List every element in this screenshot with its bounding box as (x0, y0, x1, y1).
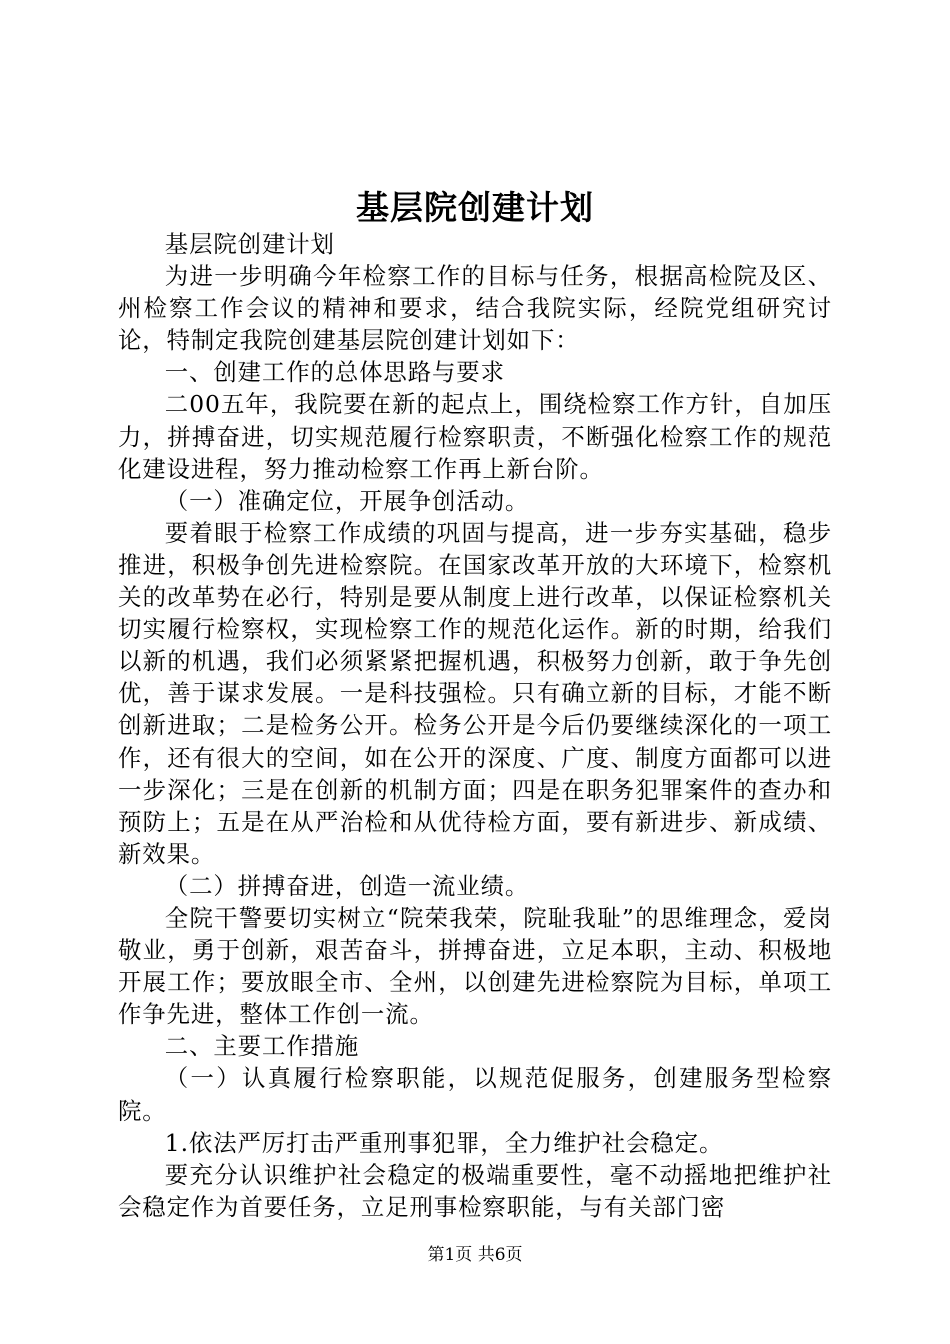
paragraph: 全院干警要切实树立“院荣我荣，院耻我耻”的思维理念，爱岗敬业，勇于创新，艰苦奋斗，拼搏奋进，立足本职，主动、积极地开展工作；要放眼全市、全州，以创建先进检察院为目标，单项工作争先进，整体工作创一流。 (118, 903, 832, 1029)
subsection-heading: （一）准确定位，开展争创活动。 (164, 486, 530, 515)
paragraph: 要充分认识维护社会稳定的极端重要性，毫不动摇地把维护社会稳定作为首要任务，立足刑事检察职能，与有关部门密 (118, 1160, 832, 1221)
document-title: 基层院创建计划 (356, 188, 594, 227)
paragraph: 基层院创建计划 (164, 230, 335, 258)
subsection-heading: （一）认真履行检察职能，以规范促服务，创建服务型检察院。 (118, 1064, 832, 1125)
paragraph: 为进一步明确今年检察工作的目标与任务，根据高检院及区、州检察工作会议的精神和要求，结合我院实际，经院党组研究讨论，特制定我院创建基层院创建计划如下： (118, 262, 832, 355)
document-body (118, 228, 832, 1223)
subsection-heading: （二）拼搏奋进，创造一流业绩。 (164, 871, 530, 900)
paragraph: 要着眼于检察工作成绩的巩固与提高，进一步夯实基础，稳步推进，积极争创先进检察院。在国家改革开放的大环境下，检察机关的改革势在必行，特别是要从制度上进行改革，以保证检察机关切实履行检察权，实现检察工作的规范化运作。新的时期，给我们以新的机遇，我们必须紧紧把握机遇，积极努力创新，敢于争先创优，善于谋求发展。一是科技强检。只有确立新的目标，才能不断创新进取；二是检务公开。检务公开是今后仍要继续深化的一项工作，还有很大的空间，如在公开的深度、广度、制度方面都可以进一步深化；三是在创新的机制方面；四是在职务犯罪案件的查办和预防上；五是在从严治检和从优待检方面，要有新进步、新成绩、新效果。 (118, 518, 832, 868)
section-heading: 二、主要工作措施 (164, 1032, 360, 1061)
page-number: 第1页 共6页 (427, 1245, 523, 1265)
section-heading: 一、创建工作的总体思路与要求 (164, 358, 505, 387)
list-heading: 1.依法严厉打击严重刑事犯罪，全力维护社会稳定。 (164, 1128, 724, 1157)
paragraph: 二00五年，我院要在新的起点上，围绕检察工作方针，自加压力，拼搏奋进，切实规范履行检察职责，不断强化检察工作的规范化建设进程，努力推动检察工作再上新台阶。 (118, 390, 832, 483)
